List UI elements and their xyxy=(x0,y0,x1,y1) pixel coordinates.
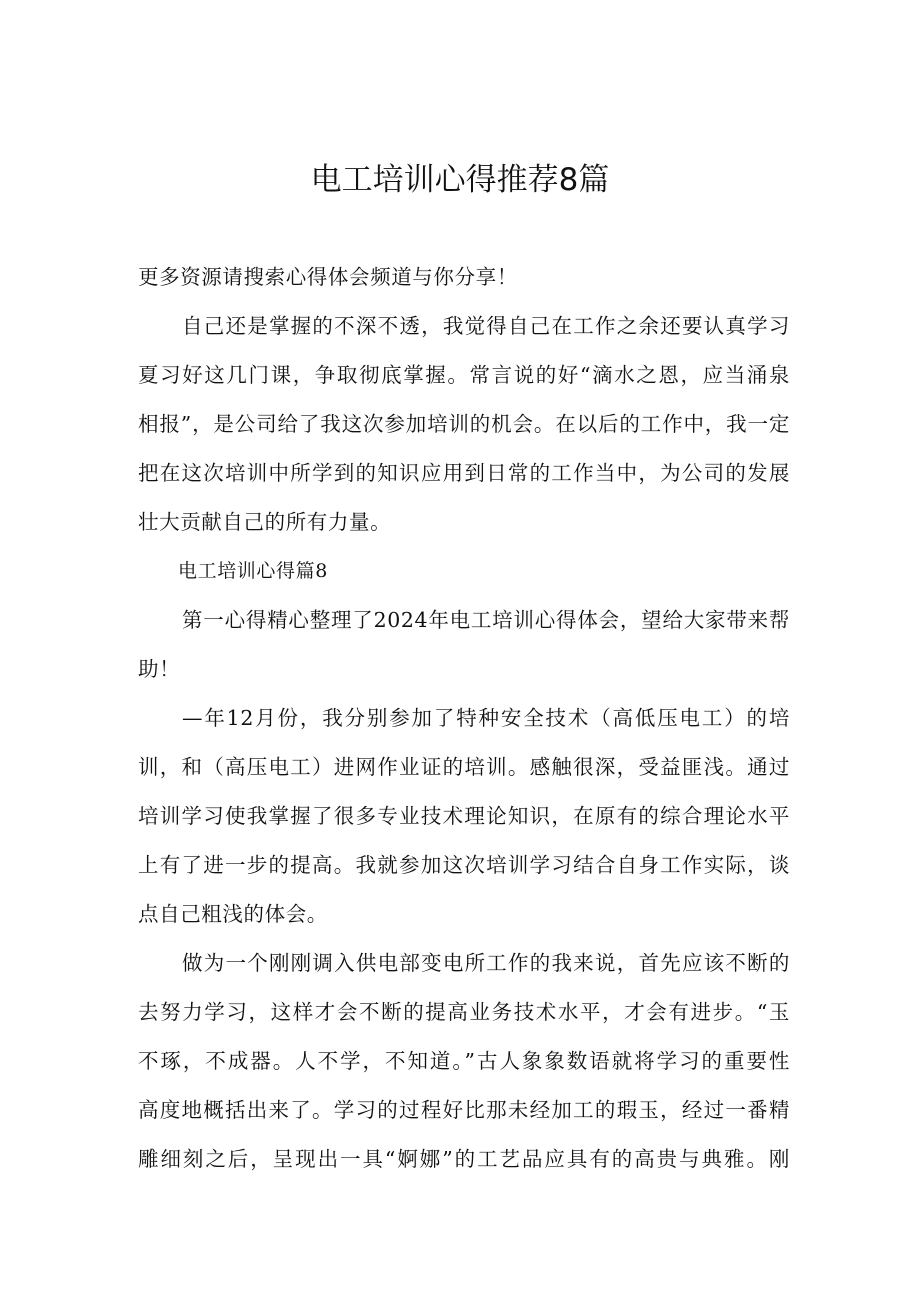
paragraph-line: 雕细刻之后，呈现出一具“婀娜”的工艺品应具有的高贵与典雅。刚 xyxy=(138,1147,790,1171)
document-body xyxy=(138,253,790,1184)
paragraph-line: 壮大贡献自己的所有力量。 xyxy=(138,510,392,534)
paragraph-line: 上有了进一步的提高。我就参加这次培训学习结合自身工作实际，谈 xyxy=(138,853,790,877)
paragraph-2 xyxy=(138,596,790,694)
document-title: 电工培训心得推荐8篇 xyxy=(310,162,610,198)
paragraph-line: 助！ xyxy=(138,657,181,681)
paragraph-line: —年12月份，我分别参加了特种安全技术（高低压电工）的培 xyxy=(182,706,790,730)
paragraph-line: 不琢，不成器。人不学，不知道。”古人象象数语就将学习的重要性 xyxy=(138,1049,790,1073)
paragraph-line: 训，和（高压电工）进网作业证的培训。感触很深，受益匪浅。通过 xyxy=(138,755,790,779)
paragraph-line: 高度地概括出来了。学习的过程好比那未经加工的瑕玉，经过一番精 xyxy=(138,1098,790,1122)
paragraph-3 xyxy=(138,694,790,939)
paragraph-line: 去努力学习，这样才会不断的提高业务技术水平，才会有进步。“玉 xyxy=(138,1000,790,1024)
paragraph-1 xyxy=(138,302,790,547)
paragraph-line: 做为一个刚刚调入供电部变电所工作的我来说，首先应该不断的 xyxy=(182,951,790,975)
paragraph-4 xyxy=(138,939,790,1184)
paragraph-line: 夏习好这几门课，争取彻底掌握。常言说的好“滴水之恩，应当涌泉 xyxy=(138,363,790,387)
section-heading: 电工培训心得篇8 xyxy=(178,560,328,582)
paragraph-line: 把在这次培训中所学到的知识应用到日常的工作当中，为公司的发展 xyxy=(138,461,790,485)
paragraph-line: 培训学习使我掌握了很多专业技术理论知识，在原有的综合理论水平 xyxy=(138,804,790,828)
paragraph-line: 第一心得精心整理了2024年电工培训心得体会，望给大家带来帮 xyxy=(182,608,790,632)
paragraph-line: 点自己粗浅的体会。 xyxy=(138,902,328,926)
paragraph-line: 自己还是掌握的不深不透，我觉得自己在工作之余还要认真学习 xyxy=(182,314,790,338)
paragraph-line: 相报”，是公司给了我这次参加培训的机会。在以后的工作中，我一定 xyxy=(138,412,790,436)
intro-line: 更多资源请搜索心得体会频道与你分享！ xyxy=(138,265,518,289)
